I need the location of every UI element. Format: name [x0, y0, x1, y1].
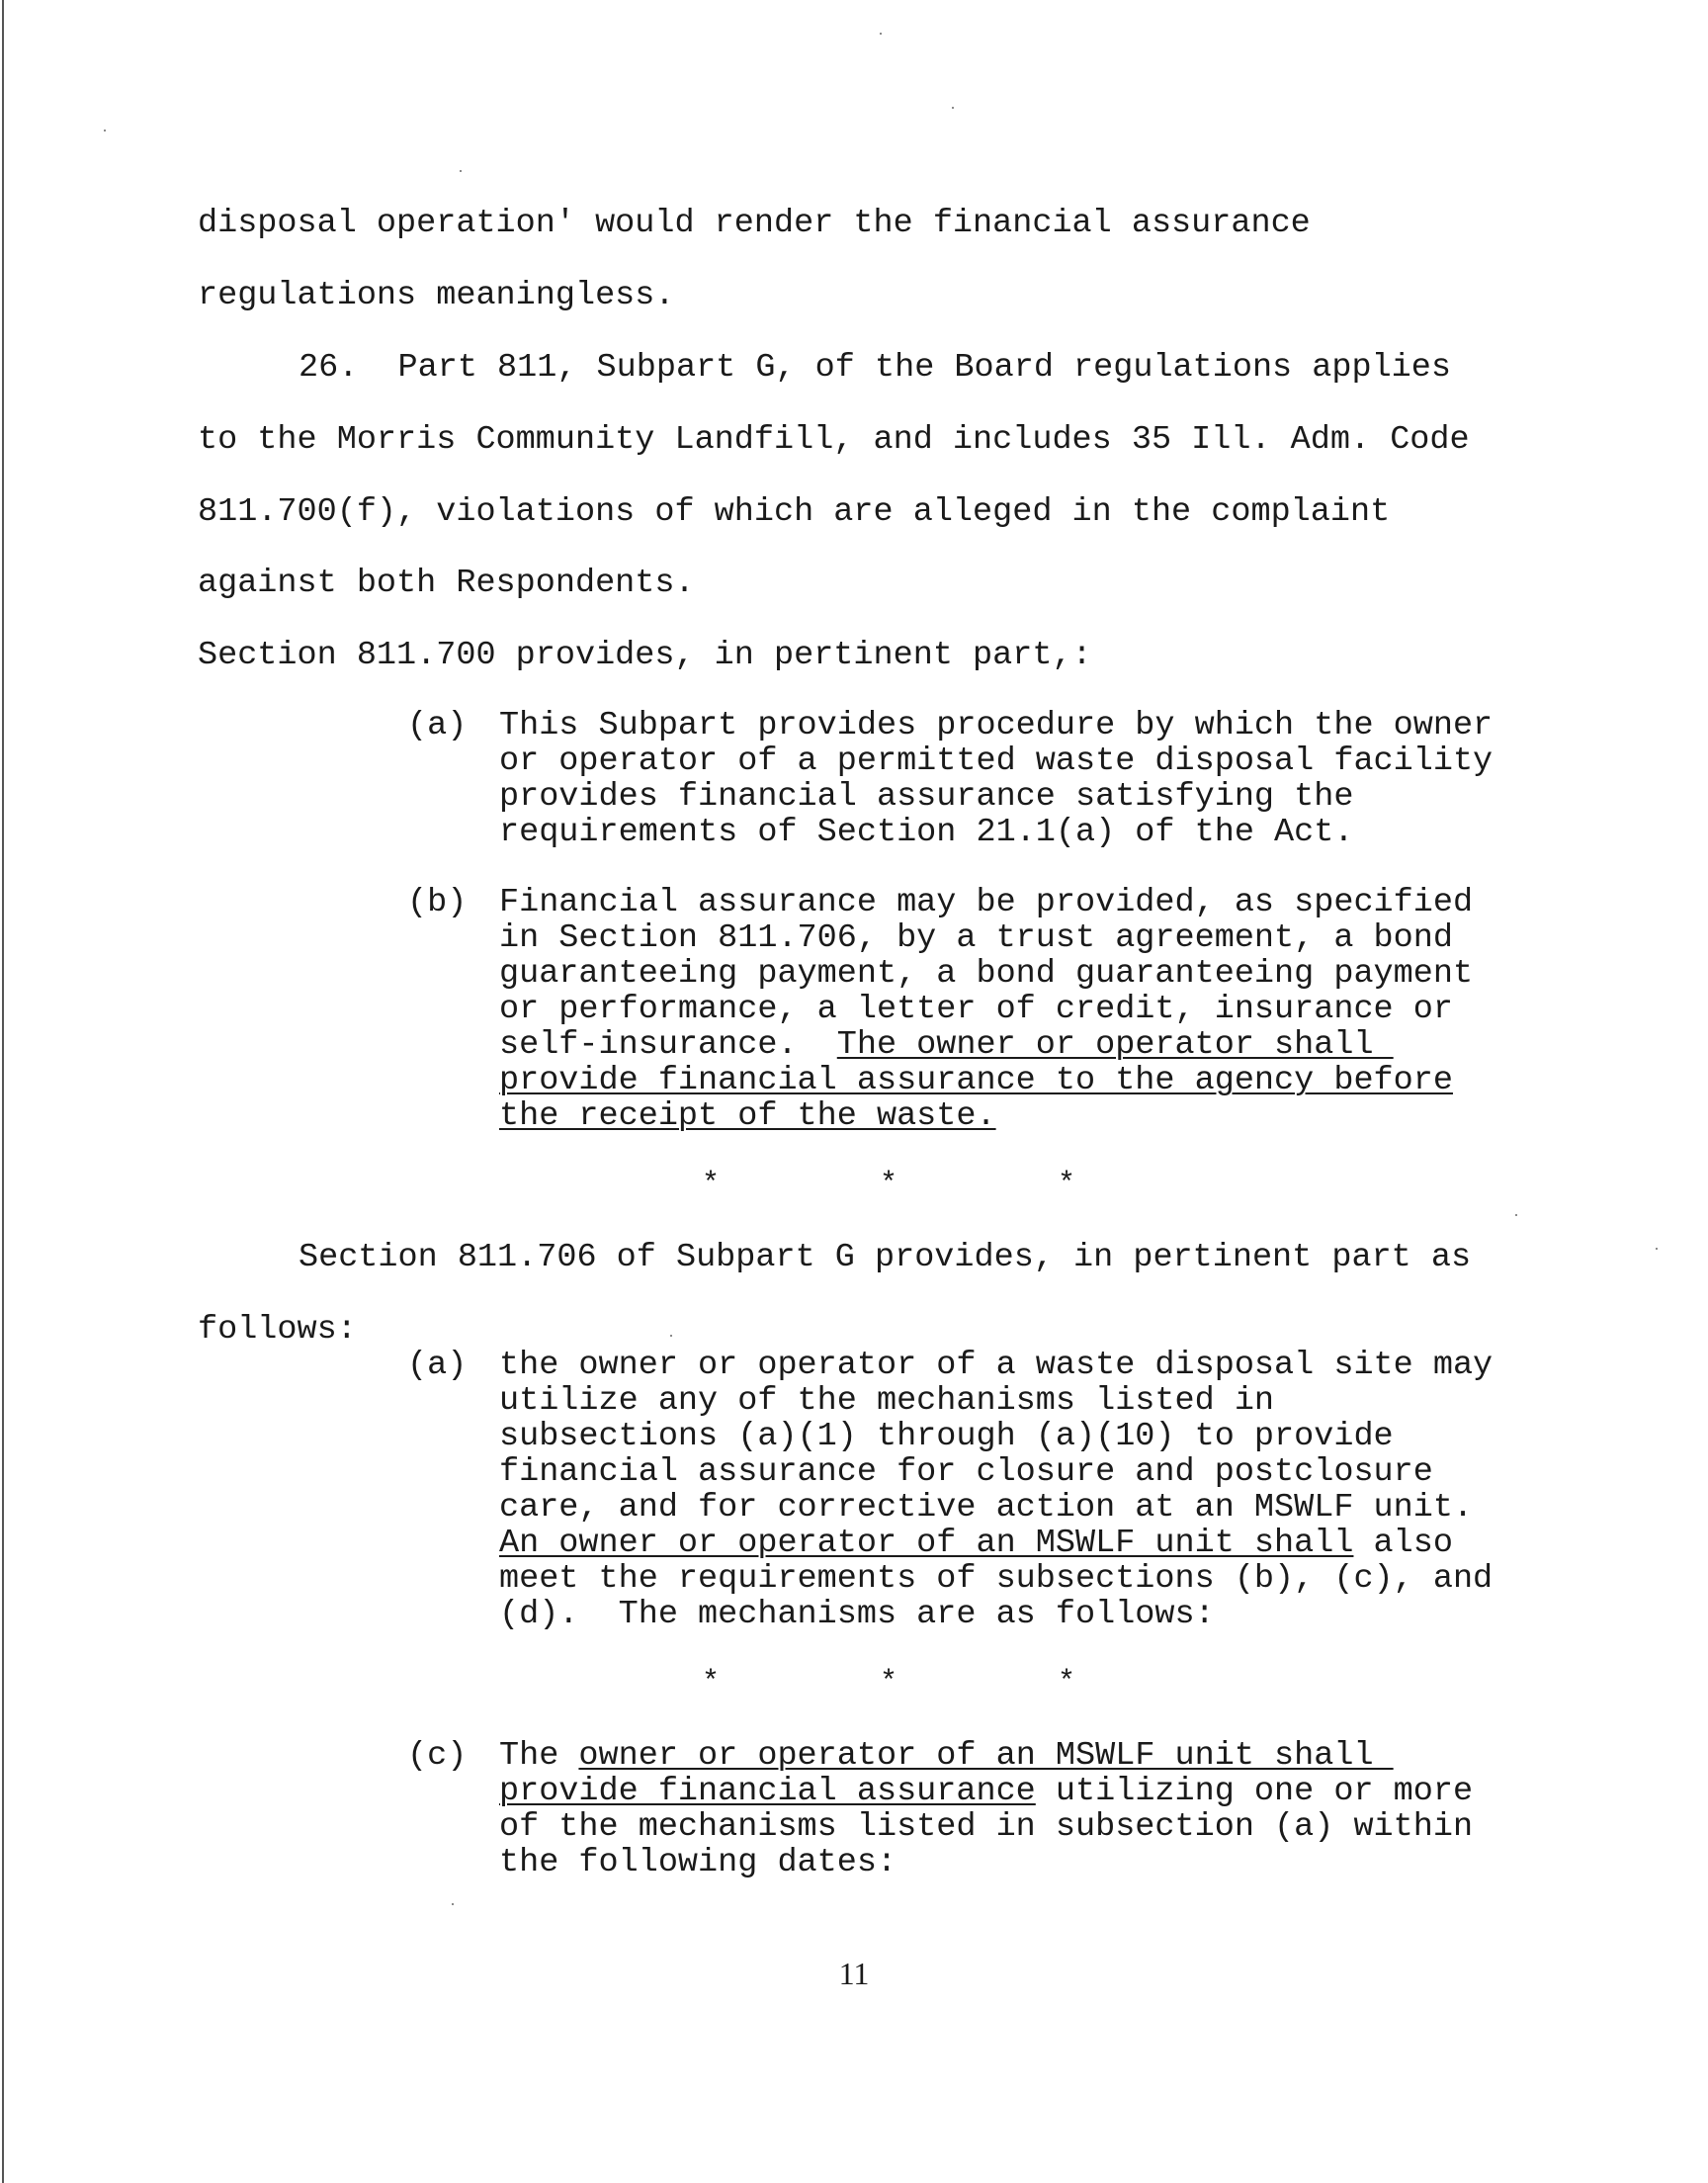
paragraph-26-line: to the Morris Community Landfill, and includes 35 Ill. Adm. Code	[198, 421, 1470, 459]
quote-line: the following dates:	[499, 1844, 897, 1881]
quote-line: in Section 811.706, by a trust agreement, a bond	[499, 919, 1453, 957]
paragraph-26-line: against both Respondents.	[198, 565, 695, 602]
scan-speck	[104, 130, 106, 131]
page-number: 11	[838, 1956, 870, 1991]
paragraph-26-line: 26. Part 811, Subpart G, of the Board regulations applies	[299, 349, 1451, 387]
subsection-marker-a: (a)	[407, 1347, 468, 1384]
quote-line: This Subpart provides procedure by which the owner	[499, 707, 1494, 744]
scan-speck	[670, 1335, 672, 1337]
quote-line: of the mechanisms listed in subsection (a) within	[499, 1808, 1474, 1846]
underlined-text: provide financial assurance	[499, 1773, 1036, 1810]
quote-text: self-insurance.	[499, 1026, 837, 1064]
ellipsis-stars: * * *	[702, 1168, 1076, 1201]
subsection-marker-a: (a)	[407, 707, 468, 744]
quote-line: provides financial assurance satisfying the	[499, 778, 1354, 816]
underlined-quote-line: provide financial assurance to the agency before	[499, 1062, 1453, 1099]
quote-text: The	[499, 1737, 579, 1775]
scan-speck	[460, 170, 462, 172]
quote-text: also	[1353, 1525, 1453, 1562]
quote-line	[499, 1738, 1394, 1774]
quote-line	[499, 1526, 1453, 1561]
quote-line: financial assurance for closure and postclosure	[499, 1453, 1433, 1491]
scan-speck	[880, 33, 882, 35]
section-706-intro: follows:	[198, 1311, 357, 1349]
quote-line	[499, 1027, 1394, 1063]
quote-text: utilizing one or more	[1035, 1773, 1474, 1810]
quote-line: Financial assurance may be provided, as specified	[499, 884, 1474, 921]
scan-speck	[1656, 1248, 1658, 1250]
quote-line: or performance, a letter of credit, insurance or	[499, 991, 1453, 1028]
quote-line: care, and for corrective action at an MSWLF unit.	[499, 1489, 1474, 1527]
quote-line: or operator of a permitted waste disposal facility	[499, 742, 1494, 780]
quote-line	[499, 1774, 1473, 1809]
scan-speck	[452, 1903, 454, 1905]
quote-line: the owner or operator of a waste disposal site may	[499, 1347, 1494, 1384]
quote-line: requirements of Section 21.1(a) of the Act.	[499, 814, 1354, 851]
section-700-intro: Section 811.700 provides, in pertinent part,:	[198, 637, 1092, 674]
quote-line: (d). The mechanisms are as follows:	[499, 1596, 1215, 1633]
scan-speck	[952, 107, 954, 109]
quote-line: subsections (a)(1) through (a)(10) to provide	[499, 1418, 1394, 1455]
underlined-text: The owner or operator shall	[836, 1026, 1394, 1064]
section-706-intro: Section 811.706 of Subpart G provides, in pertinent part as	[299, 1239, 1472, 1276]
quote-line: meet the requirements of subsections (b), (c), and	[499, 1560, 1494, 1598]
paragraph-26-line: 811.700(f), violations of which are alleged in the complaint	[198, 493, 1391, 531]
quote-line: utilize any of the mechanisms listed in	[499, 1382, 1275, 1420]
underlined-quote-line: the receipt of the waste.	[499, 1097, 996, 1135]
quote-line: guaranteeing payment, a bond guaranteeing payment	[499, 955, 1474, 993]
page-edge-line	[2, 0, 4, 2183]
subsection-marker-c: (c)	[407, 1737, 468, 1775]
underlined-text: An owner or operator of an MSWLF unit shall	[499, 1525, 1354, 1562]
body-text-line: disposal operation' would render the financial assurance	[198, 205, 1311, 242]
scan-speck	[1515, 1214, 1517, 1216]
ellipsis-stars: * * *	[702, 1666, 1076, 1700]
underlined-text: owner or operator of an MSWLF unit shall	[578, 1737, 1394, 1775]
subsection-marker-b: (b)	[407, 884, 468, 921]
body-text-line: regulations meaningless.	[198, 277, 675, 314]
